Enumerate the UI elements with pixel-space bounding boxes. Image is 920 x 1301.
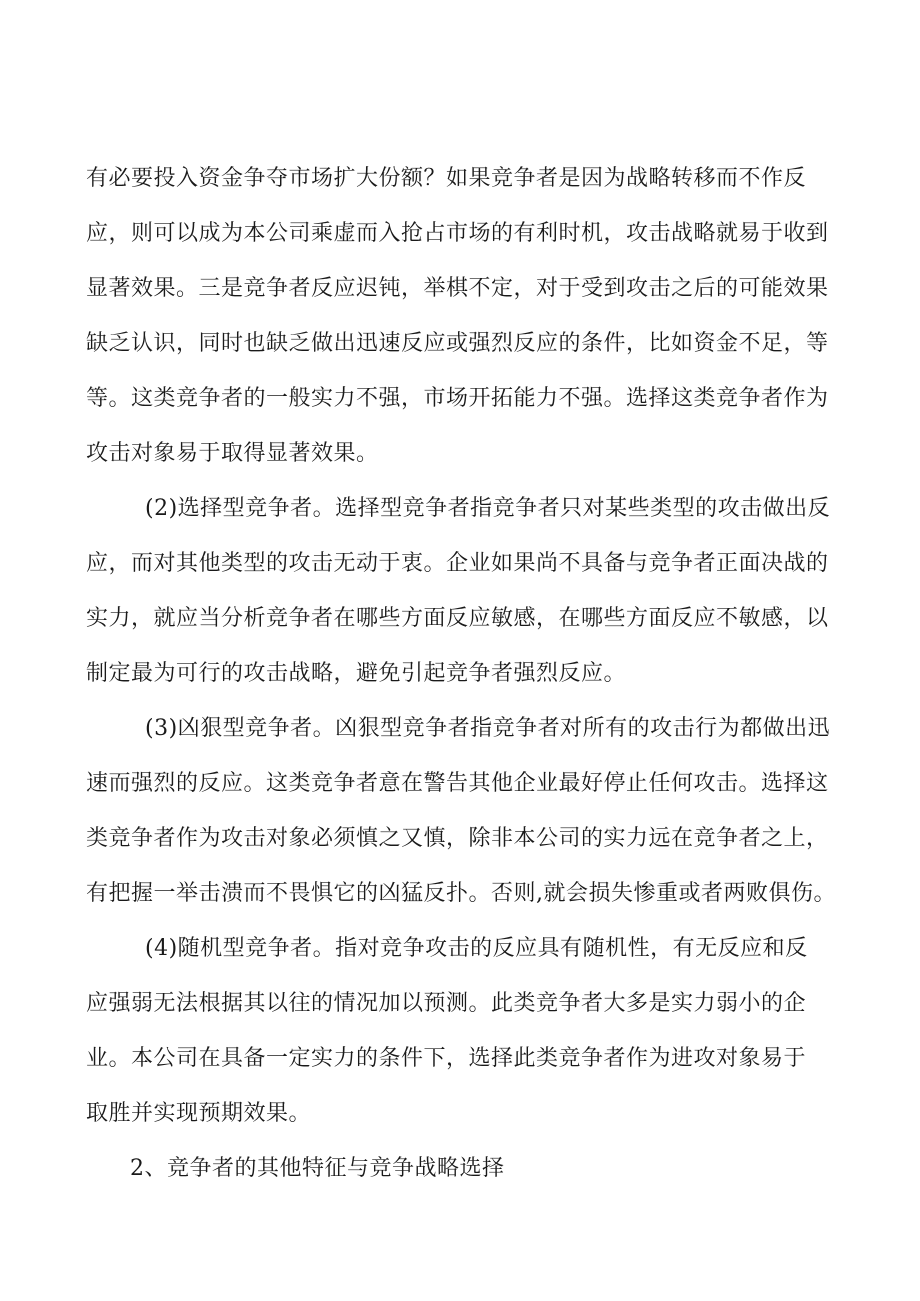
paragraph-1-line-1: 有必要投入资金争夺市场扩大份额？如果竞争者是因为战略转移而不作反 (86, 166, 807, 191)
paragraph-4-line-4: 取胜并实现预期效果。 (86, 1101, 312, 1126)
paragraph-4-line-1: (4)随机型竞争者。指对竞争攻击的反应具有随机性，有无反应和反 (145, 936, 808, 961)
paragraph-4-line-3: 业。本公司在具备一定实力的条件下，选择此类竞争者作为进攻对象易于 (86, 1046, 807, 1071)
paragraph-1-line-4: 缺乏认识，同时也缺乏做出迅速反应或强烈反应的条件，比如资金不足，等 (86, 331, 829, 356)
paragraph-1-line-6: 攻击对象易于取得显著效果。 (86, 441, 379, 466)
paragraph-1-line-5: 等。这类竞争者的一般实力不强，市场开拓能力不强。选择这类竞争者作为 (86, 386, 829, 411)
paragraph-1-line-2: 应，则可以成为本公司乘虚而入抢占市场的有利时机，攻击战略就易于收到 (86, 221, 829, 246)
paragraph-1-line-3: 显著效果。三是竞争者反应迟钝，举棋不定，对于受到攻击之后的可能效果 (86, 276, 829, 301)
paragraph-2-line-3: 实力，就应当分析竞争者在哪些方面反应敏感，在哪些方面反应不敏感，以 (86, 606, 829, 631)
paragraph-3-line-4: 有把握一举击溃而不畏惧它的凶猛反扑。否则,就会损失惨重或者两败俱伤。 (86, 881, 836, 906)
paragraph-2-line-4: 制定最为可行的攻击战略，避免引起竞争者强烈反应。 (86, 661, 627, 686)
paragraph-3-line-1: (3)凶狠型竞争者。凶狠型竞争者指竞争者对所有的攻击行为都做出迅 (145, 716, 831, 741)
section-heading: 2、竞争者的其他特征与竞争战略选择 (130, 1156, 505, 1181)
paragraph-3-line-2: 速而强烈的反应。这类竞争者意在警告其他企业最好停止任何攻击。选择这 (86, 771, 829, 796)
paragraph-2-line-1: (2)选择型竞争者。选择型竞争者指竞争者只对某些类型的攻击做出反 (145, 496, 831, 521)
paragraph-4-line-2: 应强弱无法根据其以往的情况加以预测。此类竞争者大多是实力弱小的企 (86, 991, 807, 1016)
paragraph-2-line-2: 应，而对其他类型的攻击无动于衷。企业如果尚不具备与竞争者正面决战的 (86, 551, 829, 576)
paragraph-3-line-3: 类竞争者作为攻击对象必须慎之又慎，除非本公司的实力远在竞争者之上， (86, 826, 829, 851)
